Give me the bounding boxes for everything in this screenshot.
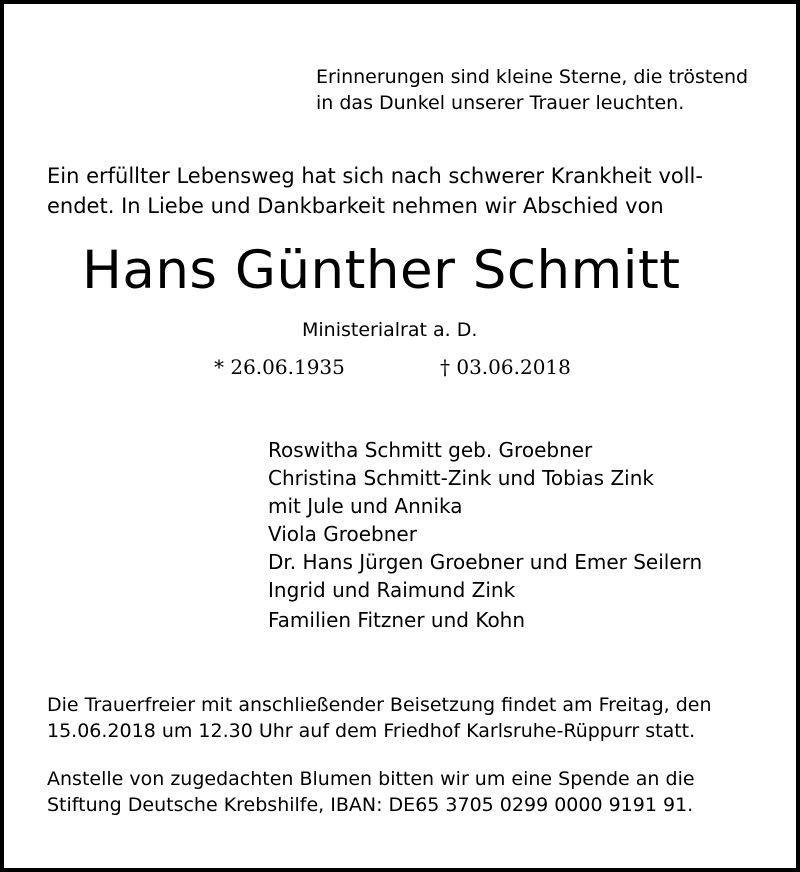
deceased-title: Ministerialrat a. D.: [302, 319, 478, 341]
ceremony-line: 15.06.2018 um 12.30 Uhr auf dem Friedhof Karlsruhe-Rüppurr statt.: [47, 720, 696, 742]
intro-line: endet. In Liebe und Dankbarkeit nehmen wir Abschied von: [47, 194, 664, 218]
mourner-line: Roswitha Schmitt geb. Groebner: [268, 438, 593, 462]
quote-line: in das Dunkel unserer Trauer leuchten.: [316, 92, 685, 114]
intro-line: Ein erfüllter Lebensweg hat sich nach schwerer Krankheit voll-: [47, 164, 703, 188]
ceremony-line: Die Trauerfreier mit anschließender Beisetzung findet am Freitag, den: [47, 694, 712, 716]
donation-line: Stiftung Deutsche Krebshilfe, IBAN: DE65 3705 0299 0000 9191 91.: [47, 794, 694, 816]
donation-line: Anstelle von zugedachten Blumen bitten wir um eine Spende an die: [47, 768, 695, 790]
mourner-line: Dr. Hans Jürgen Groebner und Emer Seilern: [268, 550, 703, 574]
mourner-line: mit Jule und Annika: [268, 494, 463, 518]
quote-line: Erinnerungen sind kleine Sterne, die tröstend: [316, 66, 749, 88]
mourner-line: Christina Schmitt-Zink und Tobias Zink: [268, 466, 654, 490]
deceased-name: Hans Günther Schmitt: [82, 240, 681, 301]
mourner-line: Viola Groebner: [268, 522, 417, 546]
death-date: † 03.06.2018: [440, 355, 571, 379]
birth-date: * 26.06.1935: [214, 355, 345, 379]
mourner-line: Familien Fitzner und Kohn: [268, 608, 526, 632]
mourner-line: Ingrid und Raimund Zink: [268, 578, 516, 602]
